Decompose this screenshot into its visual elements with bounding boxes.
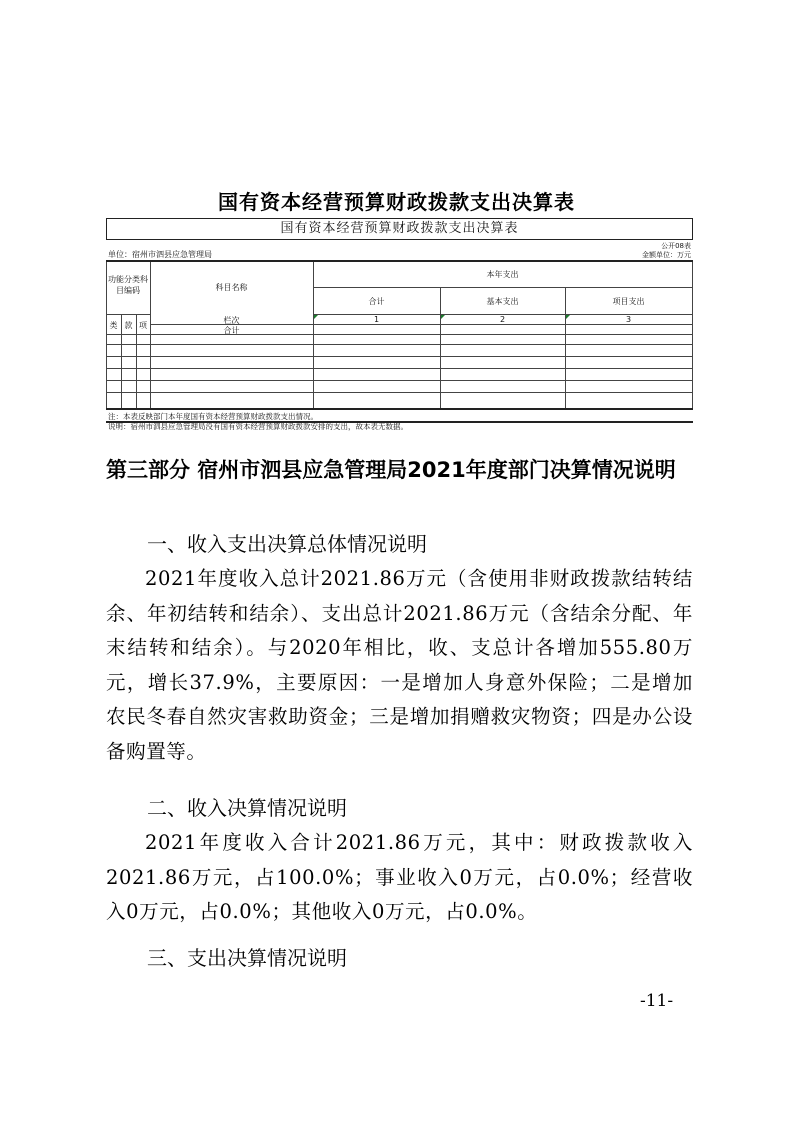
- page-title: 国有资本经营预算财政拨款支出决算表: [218, 190, 575, 214]
- project-expense-header: 项目支出: [612, 297, 645, 306]
- total-header: 合计: [368, 297, 385, 306]
- sum-row-label: 合计: [223, 326, 240, 335]
- column-no-label: 栏次: [223, 316, 240, 325]
- heading-1: 一、收入支出决算总体情况说明: [147, 532, 427, 556]
- col-1: 1: [373, 315, 380, 324]
- func-class-header: 功能分类科目编码: [108, 275, 148, 295]
- lei-header: 类: [109, 321, 118, 330]
- heading-2: 二、收入决算情况说明: [147, 796, 347, 820]
- col-2: 2: [499, 315, 506, 324]
- money-unit-label: 金额单位：万元: [642, 251, 691, 259]
- page-number: -11-: [640, 991, 674, 1011]
- table-note-1: 注：本表反映部门本年度国有资本经营预算财政拨款支出情况。: [108, 412, 318, 421]
- section-three-title: 第三部分 宿州市泗县应急管理局2021年度部门决算情况说明: [106, 458, 676, 482]
- paragraph-2: 2021年度收入合计2021.86万元，其中：财政拨款收入2021.86万元，占100.0%；事业收入0万元，占0.0%；经营收入0万元，占0.0%；其他收入0万元，占0.0%。: [106, 831, 693, 923]
- subject-name-header: 科目名称: [215, 283, 248, 292]
- xiang-header: 项: [139, 321, 147, 330]
- form-code: 公开08表: [661, 242, 691, 250]
- col-3: 3: [625, 315, 632, 324]
- heading-3: 三、支出决算情况说明: [147, 946, 347, 970]
- unit-label: 单位：宿州市泗县应急管理局: [108, 250, 212, 259]
- table-note-2: 说明：宿州市泗县应急管理局没有国有资本经营预算财政拨款安排的支出，故本表无数据。: [108, 422, 408, 431]
- basic-expense-header: 基本支出: [486, 297, 519, 306]
- expenditure-table: [106, 218, 693, 444]
- table-inner-title: 国有资本经营预算财政拨款支出决算表: [106, 218, 693, 240]
- current-expense-header: 本年支出: [486, 270, 519, 279]
- kuan-header: 款: [124, 321, 133, 330]
- paragraph-1: 2021年度收入总计2021.86万元（含使用非财政拨款结转结余、年初结转和结余）、支出总计2021.86万元（含结余分配、年末结转和结余）。与2020年相比，收、支总计各增加555.80万元，增长37.9%，主要原因：一是增加人身意外保险；二是增加农民冬春自然灾害救助资金；三是增加捐赠救灾物资；四是办公设备购置等。: [106, 567, 693, 763]
- table-grid: [106, 260, 693, 431]
